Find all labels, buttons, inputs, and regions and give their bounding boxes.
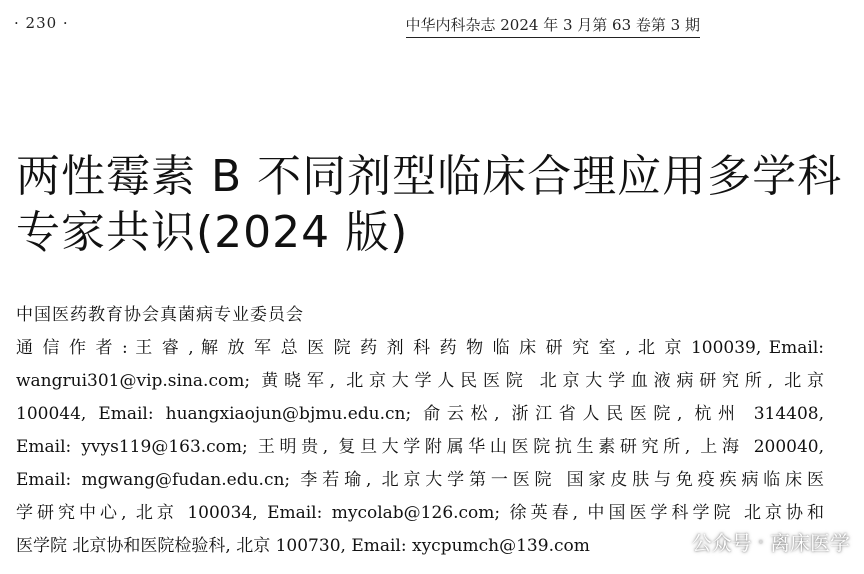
correspondence-line-1: 通 信 作 者 : 王 睿 , 解 放 军 总 医 院 药 剂 科 药 物 临 床 研 究 室 , 北 京 100039, Email: xyxy=(16,338,824,358)
correspondence-line-4: Email: yvys119@163.com; 王明贵, 复旦大学附属华山医院抗生素研究所, 上海 200040, xyxy=(16,437,824,457)
watermark xyxy=(664,527,850,556)
watermark-account: 离床医学 xyxy=(770,531,850,555)
wechat-public-account-icon xyxy=(664,531,686,553)
watermark-separator: · xyxy=(757,529,764,554)
correspondence-line-5: Email: mgwang@fudan.edu.cn; 李若瑜, 北京大学第一医院 国家皮肤与免疫疾病临床医 xyxy=(16,470,824,490)
correspondence-line-6: 学研究中心, 北京 100034, Email: mycolab@126.com; 徐英春, 中国医学科学院 北京协和 xyxy=(16,503,824,523)
correspondence-line-7: 医学院 北京协和医院检验科, 北京 100730, Email: xycpumch@139.com xyxy=(16,536,590,556)
watermark-platform: 公众号 xyxy=(691,531,752,555)
correspondence-line-2: wangrui301@vip.sina.com; 黄晓军, 北京大学人民医院 北京大学血液病研究所, 北京 xyxy=(16,371,824,391)
journal-header: 中华内科杂志 2024 年 3 月第 63 卷第 3 期 xyxy=(406,14,701,38)
title-line-2: 专家共识(2024 版) xyxy=(16,207,409,258)
title-line-1: 两性霉素 B 不同剂型临床合理应用多学科 xyxy=(16,151,843,202)
organization-name: 中国医药教育协会真菌病专业委员会 xyxy=(16,305,304,325)
page-number: · 230 · xyxy=(14,14,69,32)
correspondence-line-3: 100044, Email: huangxiaojun@bjmu.edu.cn; 俞云松, 浙江省人民医院, 杭州 314408, xyxy=(16,404,824,424)
